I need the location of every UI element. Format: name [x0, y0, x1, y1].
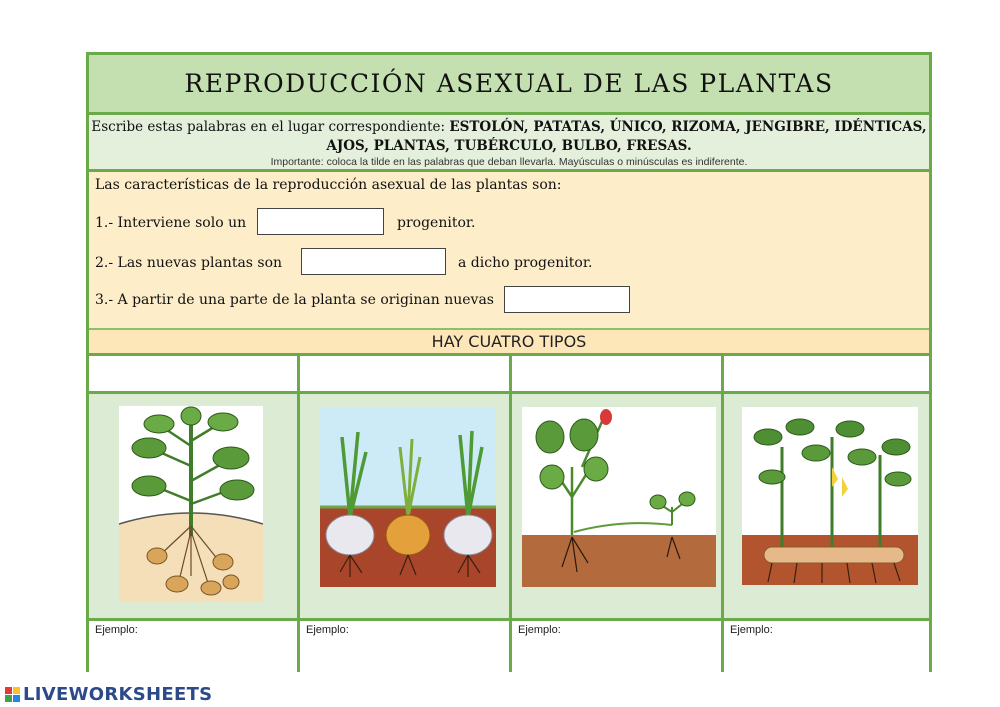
type-input-1[interactable]: [89, 356, 297, 391]
potato-plant-image: [119, 406, 263, 602]
answer-input-1[interactable]: [257, 208, 384, 235]
instructions-text: [89, 118, 929, 156]
example-label-2: Ejemplo:: [306, 624, 349, 636]
page-title: REPRODUCCIÓN ASEXUAL DE LAS PLANTAS: [184, 69, 834, 98]
image-cell-4: [724, 394, 929, 621]
bulb-plant-image: [320, 407, 496, 587]
example-cell-2: [300, 621, 512, 672]
question-1-suffix: progenitor.: [397, 215, 476, 231]
ginger-rhizome-image: [742, 407, 918, 585]
example-cell-4: [724, 621, 929, 672]
example-input-4[interactable]: [728, 639, 925, 669]
strawberry-stolon-image: [522, 407, 716, 587]
form-intro: Las características de la reproducción asexual de las plantas son:: [95, 177, 562, 193]
image-cell-3: [512, 394, 724, 621]
instructions-panel: [89, 115, 929, 172]
brand-name: LIVEWORKSHEETS: [23, 684, 213, 705]
question-1-text: 1.- Interviene solo un: [95, 215, 247, 231]
example-label-4: Ejemplo:: [730, 624, 773, 636]
image-cell-1: [89, 394, 300, 621]
instructions-note: Importante: coloca la tilde en las palabras que deban llevarla. Mayúsculas o minúsculas es indiferente.: [270, 156, 748, 168]
example-input-3[interactable]: [516, 639, 717, 669]
types-heading: HAY CUATRO TIPOS: [89, 330, 929, 356]
question-3-text: 3.- A partir de una parte de la planta se originan nuevas: [95, 292, 494, 308]
example-input-2[interactable]: [304, 639, 505, 669]
instructions-prefix: Escribe estas palabras en el lugar correspondiente:: [91, 119, 450, 135]
type-input-4[interactable]: [724, 356, 929, 391]
type-input-3[interactable]: [512, 356, 721, 391]
answer-input-2[interactable]: [301, 248, 446, 275]
type-answer-cell-1: [89, 356, 300, 394]
example-cell-3: [512, 621, 724, 672]
type-input-2[interactable]: [300, 356, 509, 391]
type-answer-cell-3: [512, 356, 724, 394]
example-label-3: Ejemplo:: [518, 624, 561, 636]
answer-input-3[interactable]: [504, 286, 630, 313]
image-cell-2: [300, 394, 512, 621]
liveworksheets-logo-icon: [5, 687, 20, 702]
title-bar: [89, 55, 929, 115]
example-cell-1: [89, 621, 300, 672]
example-label-1: Ejemplo:: [95, 624, 138, 636]
liveworksheets-logo: [5, 684, 212, 705]
example-input-1[interactable]: [93, 639, 293, 669]
word-bank-line1: ESTOLÓN, PATATAS, ÚNICO, RIZOMA, JENGIBRE, IDÉNTICAS,: [449, 119, 927, 135]
question-2-text: 2.- Las nuevas plantas son: [95, 255, 283, 271]
word-bank-line2: AJOS, PLANTAS, TUBÉRCULO, BULBO, FRESAS.: [326, 138, 692, 154]
type-answer-cell-2: [300, 356, 512, 394]
types-grid: [89, 356, 929, 672]
type-answer-cell-4: [724, 356, 929, 394]
characteristics-form: [89, 172, 929, 330]
worksheet: [86, 52, 932, 672]
question-2-suffix: a dicho progenitor.: [458, 255, 593, 271]
